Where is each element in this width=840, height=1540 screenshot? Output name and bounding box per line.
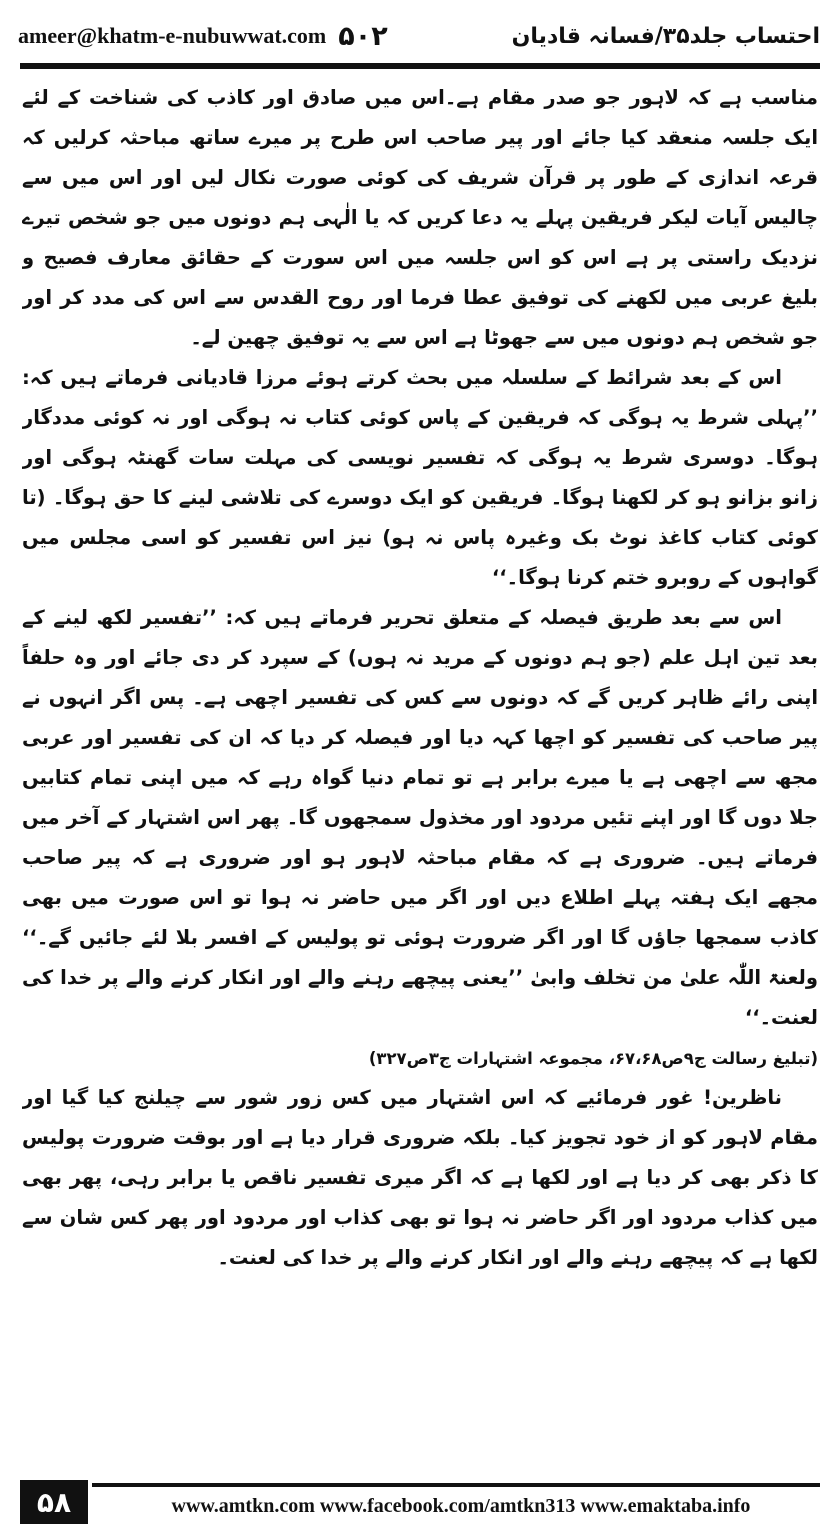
header-rule	[20, 63, 820, 69]
footer-rule	[92, 1483, 820, 1487]
footer-urls: www.amtkn.com www.facebook.com/amtkn313 www.emaktaba.info	[171, 1494, 751, 1517]
paragraph-1: مناسب ہے کہ لاہور جو صدر مقام ہے۔اس میں صادق اور کاذب کی شناخت کے لئے ایک جلسہ منعقد کیا جائے اور پیر صاحب اس طرح پر میرے ساتھ مباحثہ کرلیں کہ قرعہ اندازی کے طور پر قرآن شریف کی کوئی صورت نکال لیں اور اس میں سے چالیس آیات لیکر فریقین پہلے یہ دعا کریں کہ یا الٰہی ہم دونوں میں جو شخص تیرے نزدیک راستی پر ہے اس کو اس جلسہ میں اس سورت کے حقائق معارف فصیح و بلیغ عربی میں لکھنے کی توفیق عطا فرما اور روح القدس سے اس کی مدد کر اور جو شخص ہم دونوں میں سے جھوٹا ہے اس سے یہ توفیق چھین لے۔	[22, 86, 818, 349]
header-page-number: ۵۰۲	[338, 20, 388, 52]
header-left	[18, 14, 388, 58]
footer-page-number: ۵۸	[20, 1480, 88, 1524]
page-body	[22, 78, 818, 1463]
reference-citation: (تبلیغ رسالت ج۹ص۶۷،۶۸، مجموعہ اشتہارات ج۳ص۳۲۷)	[368, 1049, 818, 1068]
paragraph-2: اس کے بعد شرائط کے سلسلہ میں بحث کرتے ہوئے مرزا قادیانی فرماتے ہیں کہ: ’’پہلی شرط یہ ہوگی کہ فریقین کے پاس کوئی کتاب نہ ہوگی اور نہ کوئی مددگار ہوگا۔ دوسری شرط یہ ہوگی کہ تفسیر نویسی کی مہلت سات گھنٹہ ہوگی اور زانو بزانو ہو کر لکھنا ہوگا۔ فریقین کو ایک دوسرے کی تلاشی لینے کا حق ہوگا۔ (تا کوئی کتاب کاغذ نوٹ بک وغیرہ پاس نہ ہو) نیز اس تفسیر کو اسی مجلس میں گواہوں کے روبرو ختم کرنا ہوگا۔‘‘	[22, 366, 818, 589]
closing-paragraph: ناظرین! غور فرمائیے کہ اس اشتہار میں کس زور شور سے چیلنج کیا گیا اور مقام لاہور کو از خود تجویز کیا۔ بلکہ ضروری قرار دیا ہے اور بوقت ضرورت پولیس کا ذکر بھی کر دیا ہے اور لکھا ہے کہ اگر میری تفسیر ناقص یا برابر رہی، پھر بھی میں کذاب مردود اور اگر حاضر نہ ہوا تو بھی کذاب اور مردود اور پھر کس شان سے لکھا ہے کہ پیچھے رہنے والے اور انکار کرنے والے پر خدا کی لعنت۔	[22, 1086, 818, 1269]
paragraph-3: اس سے بعد طریق فیصلہ کے متعلق تحریر فرماتے ہیں کہ: ’’تفسیر لکھ لینے کے بعد تین اہل علم (جو ہم دونوں کے مرید نہ ہوں) کے سپرد کر دی جائے اور وہ حلفاً اپنی رائے ظاہر کریں گے کہ دونوں سے کس کی تفسیر اچھی ہے۔ پس اگر انہوں نے پیر صاحب کی تفسیر کو اچھا کہہ دیا اور فیصلہ کر دیا کہ ان کی تفسیر اور عربی مجھ سے اچھی ہے یا میرے برابر ہے تو تمام دنیا گواہ رہے کہ میں اپنی تمام کتابیں جلا دوں گا اور اپنے تئیں مردود اور مخذول سمجھوں گا۔ پھر اس اشتہار کے آخر میں فرماتے ہیں۔ ضروری ہے کہ مقام مباحثہ لاہور ہو اور ضروری ہے کہ پیر صاحب مجھے ایک ہفتہ پہلے اطلاع دیں اور اگر میں حاضر نہ ہوا تو اس صورت میں بھی کاذب سمجھا جاؤں گا اور اگر ضرورت ہوئی تو پولیس کے افسر بلا لئے جائیں گے۔‘‘ ولعنۃ اللّٰہ علیٰ من تخلف وابیٰ ’’یعنی پیچھے رہنے والے اور انکار کرنے والے پر خدا کی لعنت۔‘‘	[22, 606, 818, 1029]
footer	[20, 1480, 820, 1524]
header-email: ameer@khatm-e-nubuwwat.com	[18, 23, 327, 48]
header-book-title: احتساب جلد۳۵/فسانہ قادیان	[511, 23, 820, 49]
